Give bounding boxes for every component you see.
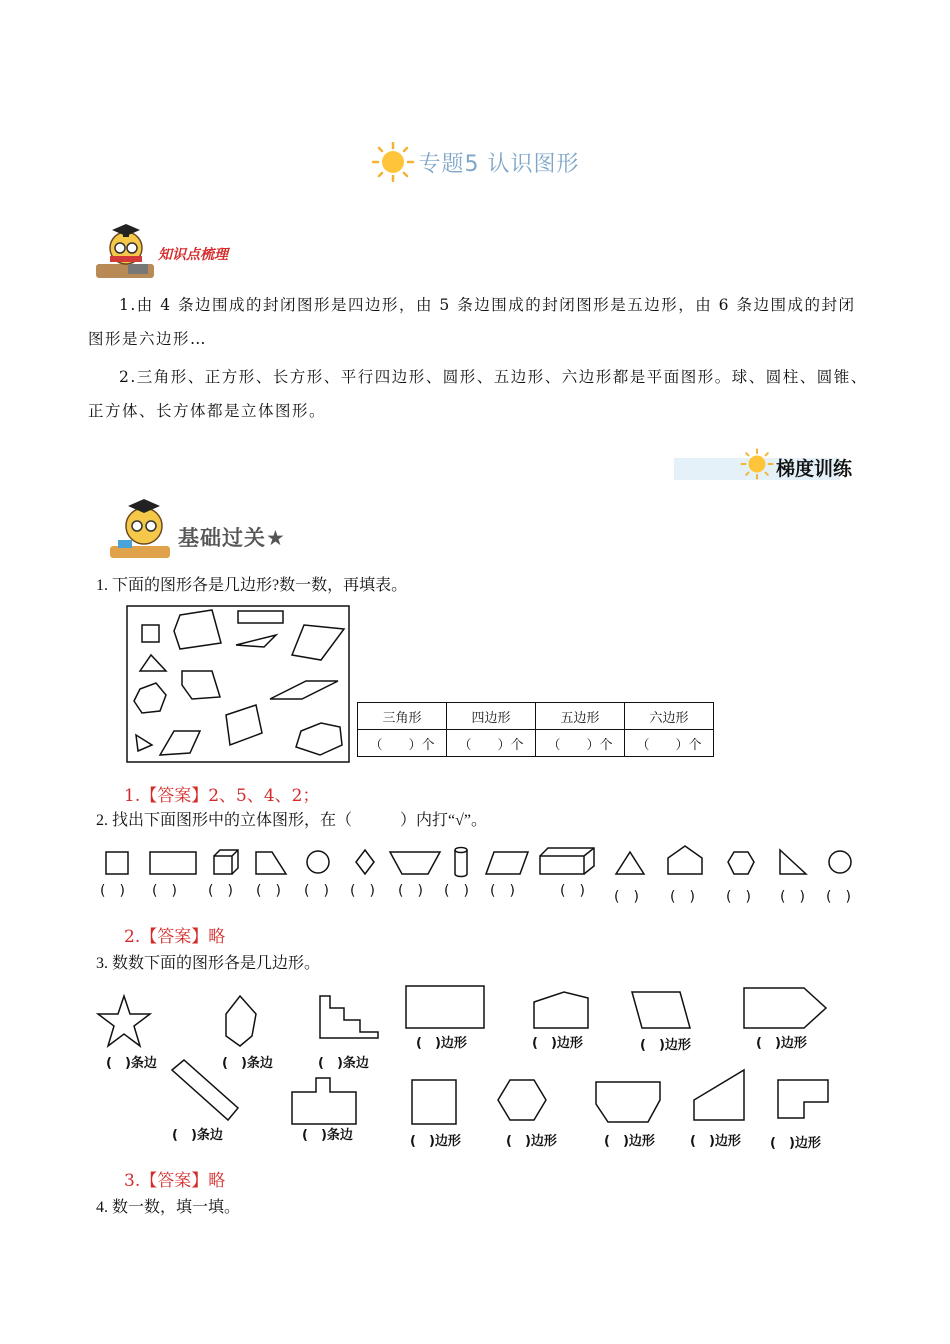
- answer-paren[interactable]: ( ): [670, 889, 695, 905]
- poly-label[interactable]: ( )边形: [410, 1134, 461, 1149]
- page-title: [0, 142, 950, 188]
- table-cell[interactable]: （ ）个: [536, 730, 625, 757]
- edge-label[interactable]: ( )条边: [106, 1056, 157, 1071]
- poly-label[interactable]: ( )边形: [756, 1036, 807, 1051]
- basic-badge: [104, 494, 184, 568]
- table-row: [358, 730, 714, 757]
- edge-label[interactable]: ( )条边: [318, 1056, 369, 1071]
- poly-label[interactable]: ( )边形: [770, 1136, 821, 1151]
- knowledge-badge: [92, 220, 162, 286]
- table-header-cell: 四边形: [447, 703, 536, 730]
- edge-label[interactable]: ( )条边: [302, 1128, 353, 1143]
- q1-table: [357, 702, 714, 757]
- basic-badge-label: 基础过关★: [178, 526, 286, 550]
- question-2: 2. 找出下面图形中的立体图形，在（ ）内打“√”。: [96, 812, 487, 829]
- section-header: 梯度训练: [776, 458, 853, 480]
- table-header-cell: 三角形: [358, 703, 447, 730]
- answer-paren[interactable]: ( ): [726, 889, 751, 905]
- question-3: 3. 数数下面的图形各是几边形。: [96, 955, 321, 972]
- answer-paren[interactable]: ( ): [614, 889, 639, 905]
- q1-shapes-figure: [126, 605, 352, 769]
- answer-paren[interactable]: ( ): [208, 883, 233, 899]
- answer-paren[interactable]: ( ): [304, 883, 329, 899]
- answer-paren[interactable]: ( ): [560, 883, 585, 899]
- table-row: [358, 703, 714, 730]
- table-cell[interactable]: （ ）个: [625, 730, 714, 757]
- poly-label[interactable]: ( )边形: [640, 1038, 691, 1053]
- knowledge-point-1: 1.由 4 条边围成的封闭图形是四边形，由 5 条边围成的封闭图形是五边形，由 6 条边围成的封闭图形是六边形…: [88, 296, 856, 348]
- poly-label[interactable]: ( )边形: [506, 1134, 557, 1149]
- poly-label[interactable]: ( )边形: [416, 1036, 467, 1051]
- sun-icon: [740, 448, 774, 484]
- table-header-cell: 五边形: [536, 703, 625, 730]
- edge-label[interactable]: ( )条边: [222, 1056, 273, 1071]
- title-text: 专题5 认识图形: [418, 152, 580, 177]
- answer-paren[interactable]: ( ): [398, 883, 423, 899]
- answer-2: 2.【答案】略: [124, 927, 226, 947]
- answer-paren[interactable]: ( ): [780, 889, 805, 905]
- edge-label[interactable]: ( )条边: [172, 1128, 223, 1143]
- poly-label[interactable]: ( )边形: [690, 1134, 741, 1149]
- sun-icon: [371, 142, 415, 188]
- mascot-icon: [92, 220, 162, 282]
- answer-3: 3.【答案】略: [124, 1171, 226, 1191]
- table-cell[interactable]: （ ）个: [447, 730, 536, 757]
- answer-paren[interactable]: ( ): [350, 883, 375, 899]
- answer-paren[interactable]: ( ): [100, 883, 125, 899]
- answer-paren[interactable]: ( ): [490, 883, 515, 899]
- q2-shapes-figure: [100, 844, 860, 884]
- knowledge-point-2: 2.三角形、正方形、长方形、平行四边形、圆形、五边形、六边形都是平面图形。球、圆柱、圆锥、正方体、长方体都是立体图形。: [88, 368, 868, 420]
- answer-paren[interactable]: ( ): [826, 889, 851, 905]
- table-header-cell: 六边形: [625, 703, 714, 730]
- answer-paren[interactable]: ( ): [444, 883, 469, 899]
- knowledge-badge-label: 知识点梳理: [158, 247, 228, 263]
- answer-paren[interactable]: ( ): [152, 883, 177, 899]
- poly-label[interactable]: ( )边形: [604, 1134, 655, 1149]
- table-cell[interactable]: （ ）个: [358, 730, 447, 757]
- question-1: 1. 下面的图形各是几边形?数一数，再填表。: [96, 577, 408, 594]
- question-4: 4. 数一数，填一填。: [96, 1199, 241, 1216]
- poly-label[interactable]: ( )边形: [532, 1036, 583, 1051]
- mascot-icon: [104, 494, 184, 564]
- answer-paren[interactable]: ( ): [256, 883, 281, 899]
- answer-1: 1.【答案】2、5、4、2；: [124, 786, 320, 806]
